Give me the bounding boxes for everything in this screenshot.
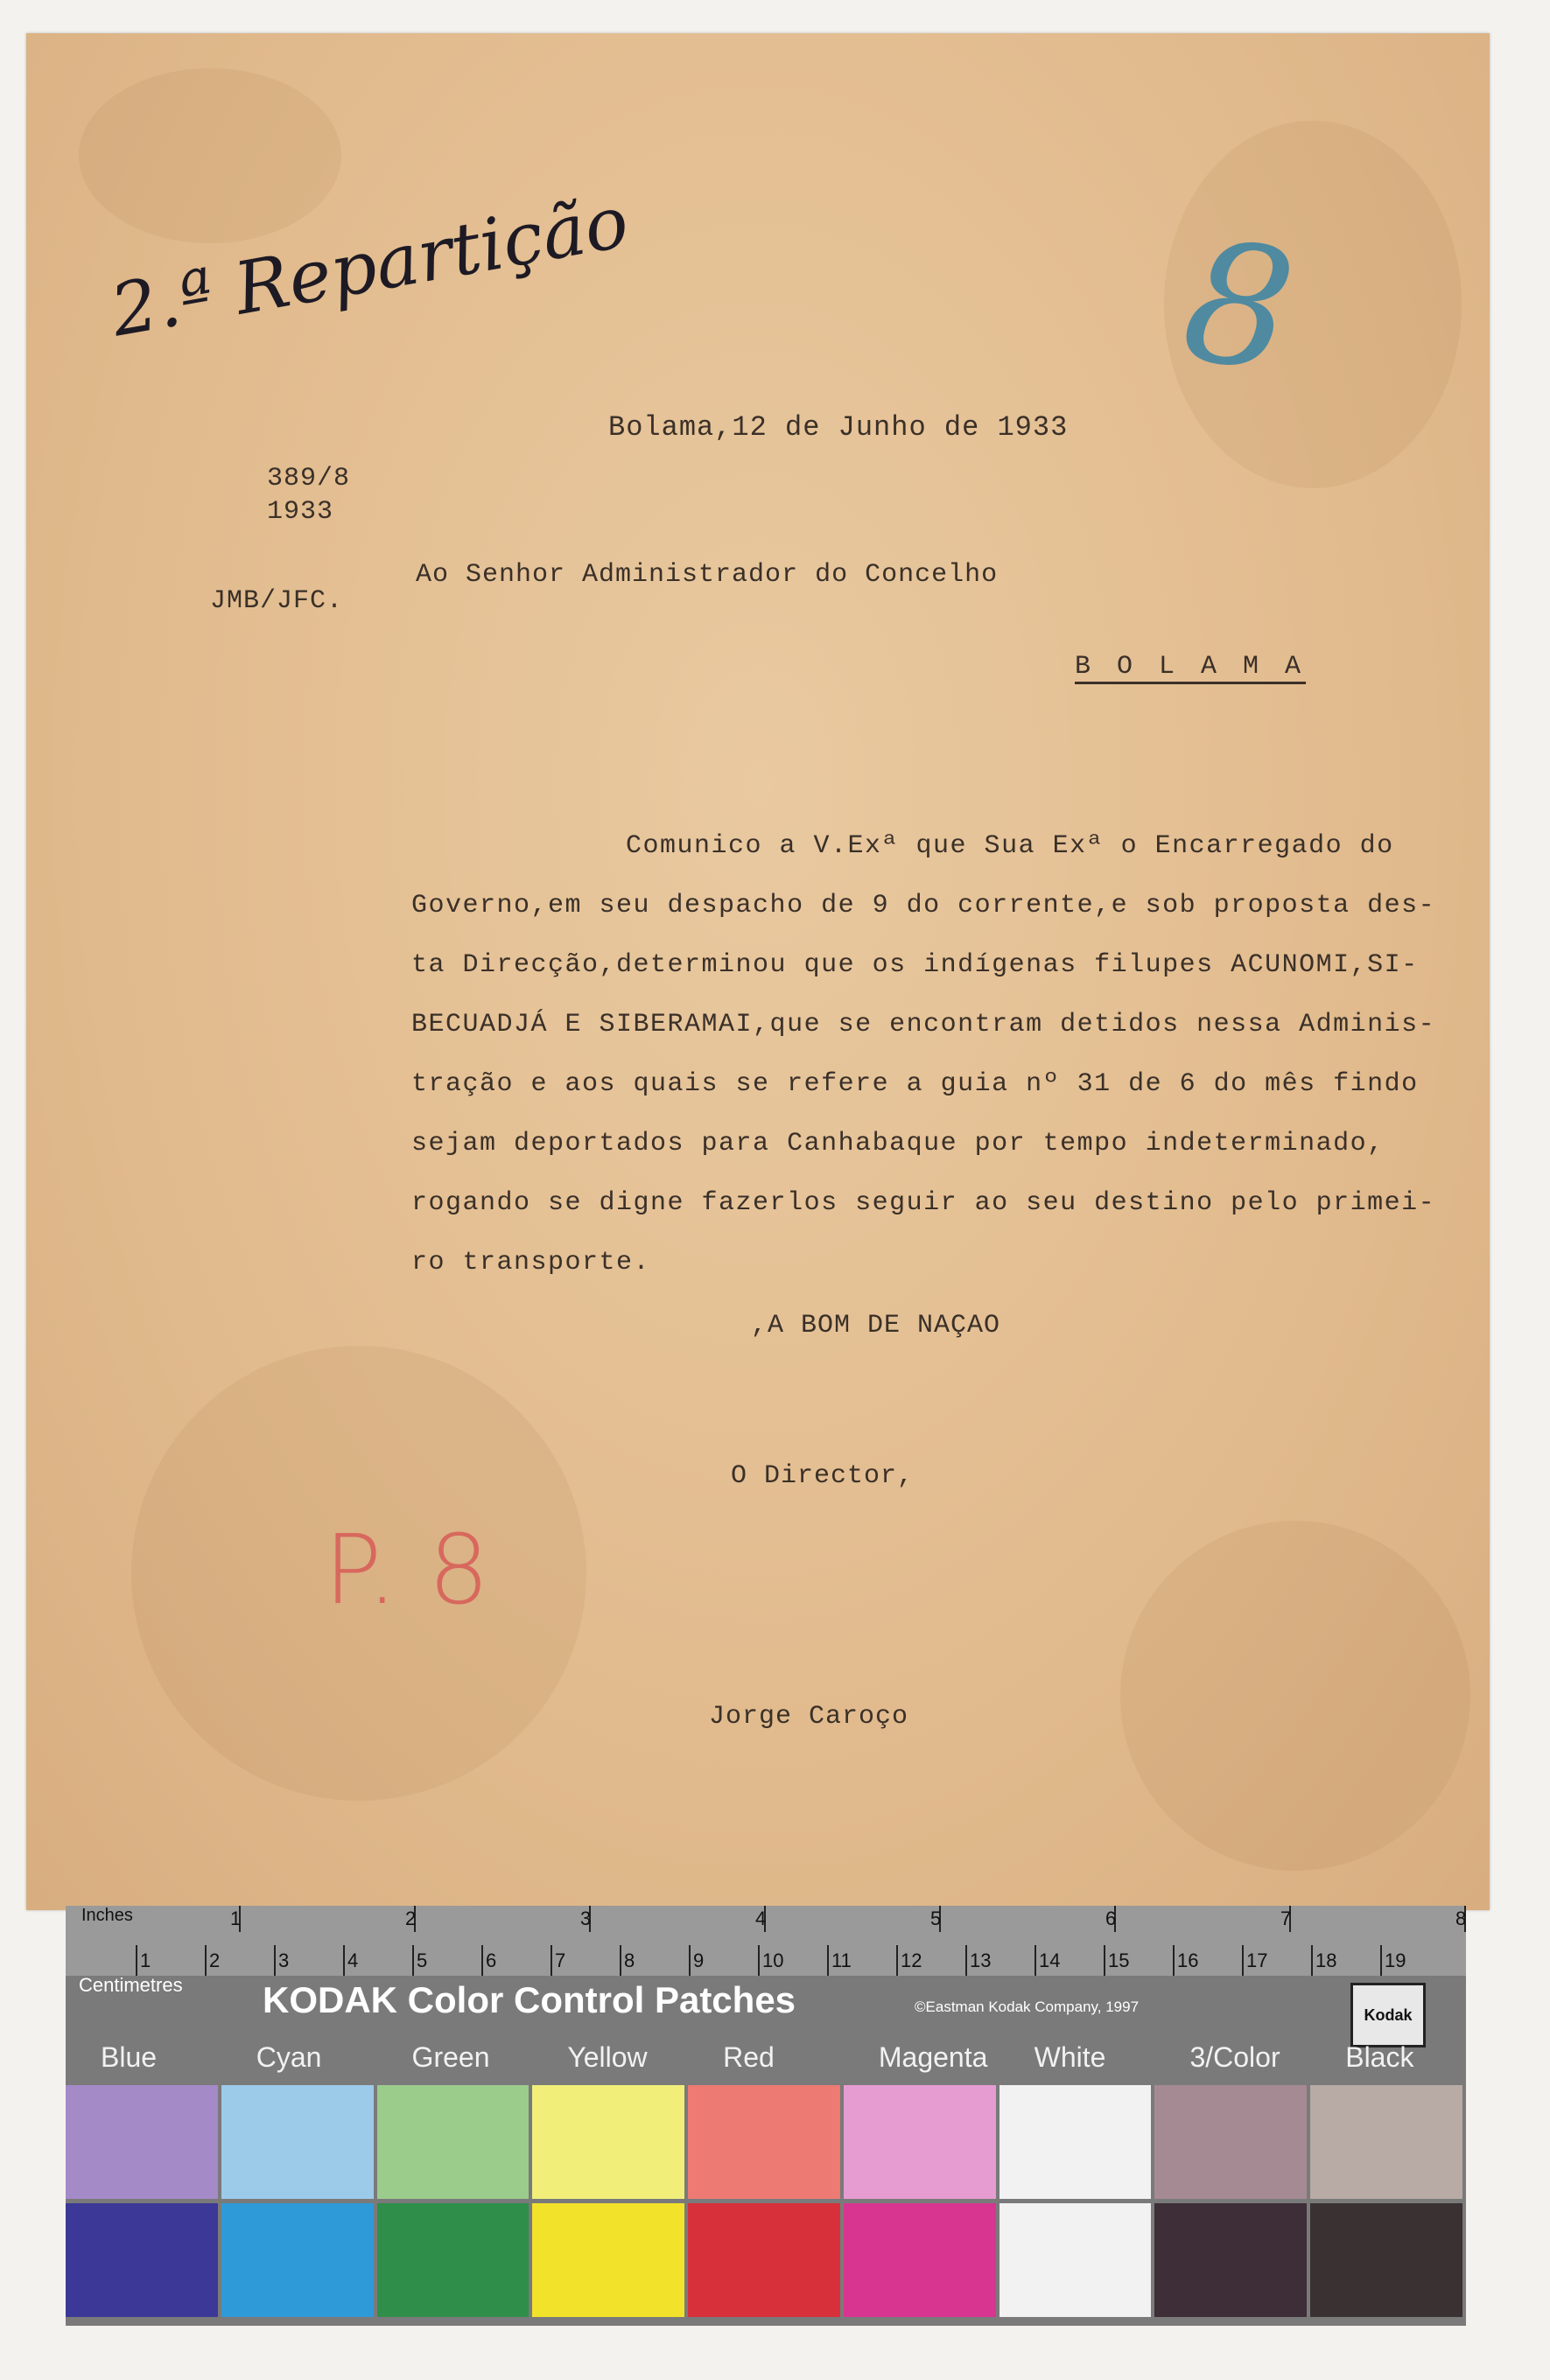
signatory-title: O Director, (731, 1461, 915, 1491)
patch-top (999, 2085, 1152, 2199)
cm-number: 6 (486, 1950, 497, 1971)
body-line: ro transporte. (411, 1248, 651, 1278)
body-line: BECUADJÁ E SIBERAMAI,que se encontram detidos nessa Adminis- (411, 1010, 1436, 1040)
patch-label: White (1034, 2041, 1106, 2073)
cm-number: 7 (555, 1950, 566, 1971)
cm-tick (136, 1945, 137, 1976)
patch-top (221, 2085, 374, 2199)
cm-tick (620, 1945, 621, 1976)
patch-bottom (377, 2203, 530, 2317)
patch-label: Red (723, 2041, 775, 2073)
target-title: KODAK Color Control Patches (263, 1979, 796, 2020)
cm-tick (274, 1945, 276, 1976)
ruler-cm-label: Centimetres (79, 1974, 183, 1996)
cm-tick (481, 1945, 483, 1976)
patch-bottom (1310, 2203, 1462, 2317)
patch-label: Yellow (567, 2041, 648, 2073)
patch-bottom (999, 2203, 1152, 2317)
cm-tick (205, 1945, 207, 1976)
patch-label: 3/Color (1189, 2041, 1280, 2073)
patch-label: Blue (101, 2041, 158, 2073)
cm-number: 5 (417, 1950, 428, 1971)
body-line: sejam deportados para Canhabaque por tempo indeterminado, (411, 1129, 1385, 1158)
copyright: ©Eastman Kodak Company, 1997 (915, 1998, 1140, 2015)
body-line: tração e aos quais se refere a guia nº 31 de 6 do mês findo (411, 1069, 1419, 1099)
cm-tick (827, 1945, 829, 1976)
inch-number: 4 (755, 1908, 767, 1929)
inch-number: 3 (580, 1908, 592, 1929)
cm-tick (343, 1945, 345, 1976)
patch-label: Cyan (256, 2041, 322, 2073)
target-title-bar (66, 1976, 1466, 2024)
recipient: Ao Senhor Administrador do Concelho (416, 560, 999, 590)
inch-number: 5 (930, 1908, 942, 1929)
cm-number: 15 (1108, 1950, 1130, 1971)
cm-number: 17 (1246, 1950, 1268, 1971)
cm-number: 1 (140, 1950, 151, 1971)
patch-bottom (221, 2203, 374, 2317)
ruler (66, 1906, 1466, 1976)
patch-top (532, 2085, 684, 2199)
red-annotation: P. 8 (324, 1514, 490, 1626)
inch-number: 6 (1105, 1908, 1117, 1929)
patch-label: Green (411, 2041, 490, 2073)
inch-number: 8 (1455, 1908, 1467, 1929)
ruler-inches-label: Inches (81, 1906, 133, 1925)
paper-stain (79, 68, 341, 243)
cm-number: 2 (209, 1950, 221, 1971)
department-handwritten: 2.ª Repartição (105, 180, 635, 354)
cm-tick (1380, 1945, 1382, 1976)
cm-tick (1173, 1945, 1175, 1976)
cm-tick (1104, 1945, 1105, 1976)
cm-number: 19 (1385, 1950, 1406, 1971)
patch-top (66, 2085, 218, 2199)
cm-tick (896, 1945, 898, 1976)
cm-number: 11 (831, 1950, 852, 1971)
signatory-name: Jorge Caroço (709, 1702, 909, 1732)
cm-number: 9 (693, 1950, 705, 1971)
body-line: Comunico a V.Exª que Sua Exª o Encarregado do (626, 831, 1394, 861)
inch-number: 1 (230, 1908, 242, 1929)
patch-label: Black (1345, 2041, 1414, 2073)
cm-number: 13 (970, 1950, 992, 1971)
paper-stain (1120, 1521, 1470, 1871)
cm-tick (1242, 1945, 1244, 1976)
folio-number: 8 (1173, 203, 1305, 410)
patch-top (688, 2085, 840, 2199)
patch-top (1154, 2085, 1307, 2199)
body-line: rogando se digne fazerlos seguir ao seu destino pelo primei- (411, 1188, 1436, 1218)
inch-number: 2 (405, 1908, 417, 1929)
cm-tick (412, 1945, 414, 1976)
reference-year: 1933 (267, 497, 334, 527)
cm-number: 14 (1039, 1950, 1061, 1971)
patch-bottom (532, 2203, 684, 2317)
patch-top (377, 2085, 530, 2199)
cm-tick (689, 1945, 691, 1976)
cm-number: 4 (347, 1950, 359, 1971)
place-date: Bolama,12 de Junho de 1933 (608, 411, 1069, 444)
kodak-logo: Kodak (1350, 1983, 1426, 2048)
cm-number: 3 (278, 1950, 290, 1971)
patch-top (1310, 2085, 1462, 2199)
patch-bottom (688, 2203, 840, 2317)
cm-tick (758, 1945, 760, 1976)
patch-label: Magenta (878, 2041, 988, 2073)
recipient-city: B O L A M A (1075, 652, 1307, 682)
body-line: Governo,em seu despacho de 9 do corrente,e sob proposta des- (411, 891, 1436, 920)
patch-labels (66, 2041, 1466, 2076)
cm-number: 16 (1177, 1950, 1199, 1971)
cm-tick (965, 1945, 967, 1976)
cm-number: 12 (901, 1950, 922, 1971)
patch-bottom (844, 2203, 996, 2317)
closing: ,A BOM DE NAÇAO (751, 1311, 1001, 1340)
reference-number: 389/8 (267, 464, 351, 494)
cm-number: 8 (624, 1950, 635, 1971)
body-line: ta Direcção,determinou que os indígenas filupes ACUNOMI,SI- (411, 950, 1419, 980)
cm-tick (551, 1945, 552, 1976)
patch-bottom (1154, 2203, 1307, 2317)
cm-number: 18 (1315, 1950, 1337, 1971)
initials: JMB/JFC. (210, 586, 344, 616)
patch-top (844, 2085, 996, 2199)
cm-tick (1311, 1945, 1313, 1976)
patch-bottom (66, 2203, 218, 2317)
kodak-color-target (66, 1906, 1466, 2326)
cm-number: 10 (762, 1950, 784, 1971)
cm-tick (1035, 1945, 1036, 1976)
inch-number: 7 (1280, 1908, 1292, 1929)
